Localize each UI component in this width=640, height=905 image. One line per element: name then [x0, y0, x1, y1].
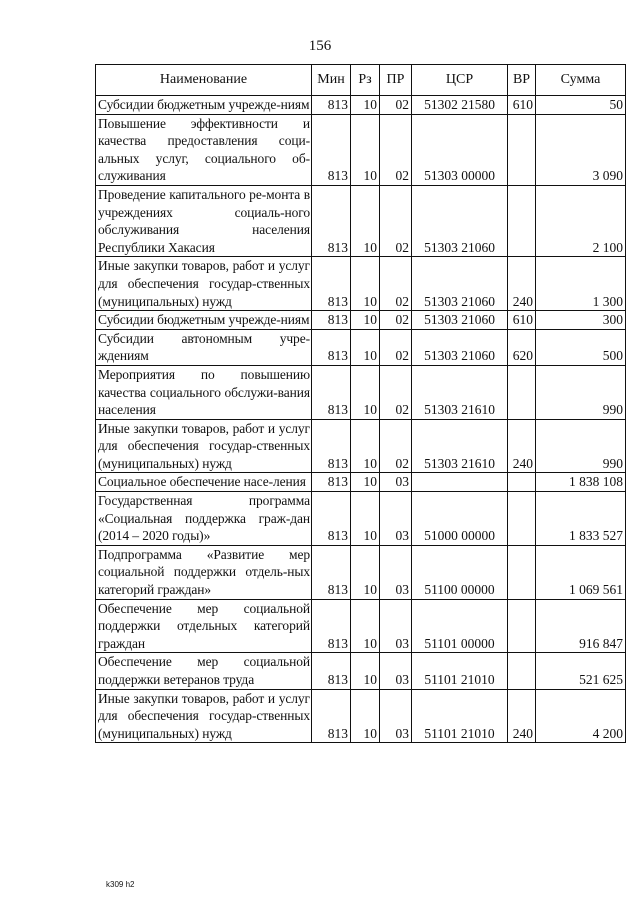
table-row — [96, 365, 626, 419]
table-row — [96, 689, 626, 743]
cell-sum: 4 200 — [536, 689, 626, 743]
cell-vr — [508, 653, 536, 689]
cell-sum: 500 — [536, 329, 626, 365]
cell-pr: 02 — [380, 257, 412, 311]
cell-min: 813 — [312, 419, 351, 473]
header-pr: ПР — [380, 65, 412, 96]
cell-sum: 990 — [536, 419, 626, 473]
cell-pr: 03 — [380, 599, 412, 653]
cell-min: 813 — [312, 473, 351, 492]
cell-min: 813 — [312, 185, 351, 256]
cell-name: Государственная программа «Социальная поддержка граж-дан (2014 – 2020 годы)» — [96, 492, 312, 546]
cell-sum: 1 833 527 — [536, 492, 626, 546]
cell-csr: 51000 00000 — [412, 492, 508, 546]
cell-name: Субсидии автономным учре-ждениям — [96, 329, 312, 365]
cell-name: Субсидии бюджетным учрежде-ниям — [96, 311, 312, 330]
cell-name: Иные закупки товаров, работ и услуг для обеспечения государ-ственных (муниципальных) нужд — [96, 257, 312, 311]
cell-vr: 240 — [508, 419, 536, 473]
cell-vr — [508, 114, 536, 185]
cell-rz: 10 — [351, 653, 380, 689]
cell-pr: 03 — [380, 653, 412, 689]
cell-min: 813 — [312, 545, 351, 599]
cell-csr — [412, 473, 508, 492]
cell-sum: 1 069 561 — [536, 545, 626, 599]
cell-min: 813 — [312, 653, 351, 689]
cell-sum: 2 100 — [536, 185, 626, 256]
cell-min: 813 — [312, 329, 351, 365]
cell-rz: 10 — [351, 492, 380, 546]
cell-rz: 10 — [351, 96, 380, 115]
cell-rz: 10 — [351, 365, 380, 419]
cell-min: 813 — [312, 599, 351, 653]
cell-pr: 03 — [380, 492, 412, 546]
cell-sum: 916 847 — [536, 599, 626, 653]
cell-rz: 10 — [351, 419, 380, 473]
cell-sum: 300 — [536, 311, 626, 330]
header-rz: Рз — [351, 65, 380, 96]
cell-min: 813 — [312, 365, 351, 419]
cell-sum: 521 625 — [536, 653, 626, 689]
table-row — [96, 419, 626, 473]
cell-vr: 240 — [508, 689, 536, 743]
cell-name: Подпрограмма «Развитие мер социальной поддержки отдель-ных категорий граждан» — [96, 545, 312, 599]
cell-csr: 51302 21580 — [412, 96, 508, 115]
cell-name: Повышение эффективности и качества предоставления соци-альных услуг, социального об-служивания — [96, 114, 312, 185]
table-row — [96, 545, 626, 599]
page-number: 156 — [308, 38, 332, 54]
cell-rz: 10 — [351, 114, 380, 185]
cell-csr: 51101 21010 — [412, 653, 508, 689]
header-min: Мин — [312, 65, 351, 96]
cell-pr: 02 — [380, 185, 412, 256]
cell-csr: 51303 21610 — [412, 365, 508, 419]
cell-name: Субсидии бюджетным учрежде-ниям — [96, 96, 312, 115]
cell-sum: 1 838 108 — [536, 473, 626, 492]
cell-csr: 51303 21060 — [412, 311, 508, 330]
cell-min: 813 — [312, 689, 351, 743]
cell-name: Обеспечение мер социальной поддержки ветеранов труда — [96, 653, 312, 689]
budget-table — [95, 64, 626, 743]
cell-rz: 10 — [351, 329, 380, 365]
header-name: Наименование — [96, 65, 312, 96]
cell-name: Социальное обеспечение насе-ления — [96, 473, 312, 492]
table-row — [96, 492, 626, 546]
table-row — [96, 257, 626, 311]
cell-pr: 02 — [380, 329, 412, 365]
cell-rz: 10 — [351, 185, 380, 256]
table-row — [96, 329, 626, 365]
cell-min: 813 — [312, 257, 351, 311]
cell-min: 813 — [312, 96, 351, 115]
cell-vr: 620 — [508, 329, 536, 365]
table-row — [96, 653, 626, 689]
cell-pr: 03 — [380, 473, 412, 492]
cell-vr — [508, 473, 536, 492]
cell-sum: 3 090 — [536, 114, 626, 185]
cell-pr: 02 — [380, 365, 412, 419]
cell-pr: 02 — [380, 96, 412, 115]
table-row — [96, 114, 626, 185]
header-vr: ВР — [508, 65, 536, 96]
cell-csr: 51303 00000 — [412, 114, 508, 185]
cell-name: Обеспечение мер социальной поддержки отдельных категорий граждан — [96, 599, 312, 653]
cell-rz: 10 — [351, 599, 380, 653]
cell-vr — [508, 545, 536, 599]
cell-pr: 02 — [380, 419, 412, 473]
cell-min: 813 — [312, 311, 351, 330]
table-row — [96, 473, 626, 492]
cell-csr: 51101 21010 — [412, 689, 508, 743]
cell-min: 813 — [312, 492, 351, 546]
cell-rz: 10 — [351, 473, 380, 492]
table-row — [96, 311, 626, 330]
cell-csr: 51101 00000 — [412, 599, 508, 653]
cell-pr: 03 — [380, 545, 412, 599]
header-sum: Сумма — [536, 65, 626, 96]
cell-vr: 610 — [508, 96, 536, 115]
cell-name: Иные закупки товаров, работ и услуг для обеспечения государ-ственных (муниципальных) нужд — [96, 689, 312, 743]
cell-csr: 51303 21610 — [412, 419, 508, 473]
cell-rz: 10 — [351, 689, 380, 743]
cell-pr: 02 — [380, 311, 412, 330]
cell-sum: 50 — [536, 96, 626, 115]
table-row — [96, 96, 626, 115]
cell-csr: 51303 21060 — [412, 257, 508, 311]
footer-code: k309 h2 — [106, 880, 135, 889]
cell-vr — [508, 185, 536, 256]
cell-csr: 51303 21060 — [412, 185, 508, 256]
table-row — [96, 599, 626, 653]
cell-vr — [508, 599, 536, 653]
cell-rz: 10 — [351, 257, 380, 311]
table-body — [96, 96, 626, 743]
table-row — [96, 185, 626, 256]
cell-rz: 10 — [351, 545, 380, 599]
cell-vr: 240 — [508, 257, 536, 311]
cell-name: Мероприятия по повышению качества социального обслужи-вания населения — [96, 365, 312, 419]
cell-min: 813 — [312, 114, 351, 185]
cell-csr: 51303 21060 — [412, 329, 508, 365]
cell-name: Иные закупки товаров, работ и услуг для обеспечения государ-ственных (муниципальных) нужд — [96, 419, 312, 473]
cell-pr: 02 — [380, 114, 412, 185]
cell-vr — [508, 365, 536, 419]
cell-rz: 10 — [351, 311, 380, 330]
cell-sum: 990 — [536, 365, 626, 419]
cell-name: Проведение капитального ре-монта в учреждениях социаль-ного обслуживания населения Республики Хакасия — [96, 185, 312, 256]
cell-vr: 610 — [508, 311, 536, 330]
cell-sum: 1 300 — [536, 257, 626, 311]
header-csr: ЦСР — [412, 65, 508, 96]
cell-pr: 03 — [380, 689, 412, 743]
cell-vr — [508, 492, 536, 546]
table-header-row — [96, 65, 626, 96]
cell-csr: 51100 00000 — [412, 545, 508, 599]
